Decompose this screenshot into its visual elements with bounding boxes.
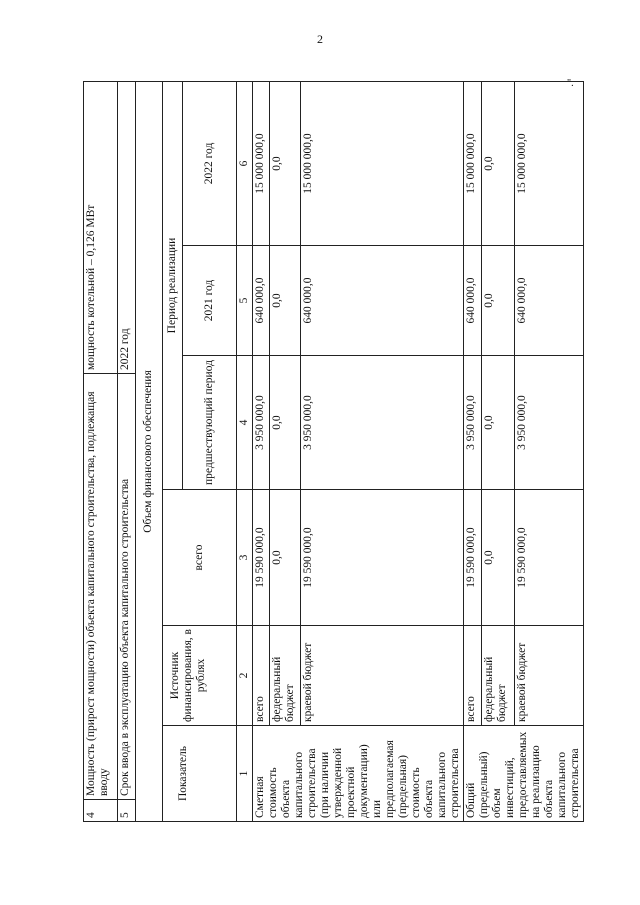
group-2-source-federal: федеральный бюджет (481, 626, 514, 726)
table-row (514, 81, 583, 821)
passport-table (83, 81, 136, 822)
commission-row-value: 2022 год (118, 82, 136, 374)
group-2-regional-prev: 3 950 000,0 (514, 356, 583, 490)
header-2022: 2022 год (182, 81, 236, 245)
funding-title-row (136, 81, 162, 821)
group-2-total-prev: 3 950 000,0 (463, 356, 481, 490)
header-2021: 2021 год (182, 246, 236, 356)
table-row (269, 81, 300, 821)
group-1-regional-2021: 640 000,0 (300, 246, 463, 356)
group-2-federal-2021: 0,0 (481, 246, 514, 356)
table-row (463, 81, 481, 821)
header-total: всего (162, 490, 236, 626)
group-2-regional-total: 19 590 000,0 (514, 490, 583, 626)
page-number: 2 (317, 32, 323, 46)
group-2-regional-2022: 15 000 000,0 (514, 81, 583, 245)
capacity-row-label: Мощность (прирост мощности) объекта капитального строительства, подлежащая вводу (84, 374, 118, 800)
group-2-federal-2022: 0,0 (481, 81, 514, 245)
column-numbers-row (236, 81, 252, 821)
funding-title: Объем финансового обеспечения (136, 81, 162, 821)
header-source: Источник финансирования, в рублях (162, 626, 236, 726)
group-2-federal-total: 0,0 (481, 490, 514, 626)
group-1-total-prev: 3 950 000,0 (252, 356, 269, 490)
group-2-regional-2021: 640 000,0 (514, 246, 583, 356)
header-period: Период реализации (162, 81, 182, 489)
group-1-indicator: Сметная стоимость объекта капитального строительства (при наличии утвержденной проектной документации) или предполагаемая (предельная) стоимость объекта капитального строительства (252, 726, 463, 822)
table-row (252, 81, 269, 821)
group-1-total-total: 19 590 000,0 (252, 490, 269, 626)
col-number-4: 4 (236, 356, 252, 490)
col-number-1: 1 (236, 726, 252, 822)
group-1-regional-total: 19 590 000,0 (300, 490, 463, 626)
rotated-table-block (83, 82, 581, 822)
group-1-source-regional: краевой бюджет (300, 626, 463, 726)
group-2-indicator: Общий (предельный) объем инвестиций, предоставляемых на реализацию объекта капитального строительства (463, 726, 583, 822)
commission-row (118, 82, 136, 822)
funding-table (136, 81, 584, 822)
group-2-federal-prev: 0,0 (481, 356, 514, 490)
group-1-source-total: всего (252, 626, 269, 726)
group-2-source-total: всего (463, 626, 481, 726)
table-row (300, 81, 463, 821)
group-1-regional-prev: 3 950 000,0 (300, 356, 463, 490)
commission-row-label: Срок ввода в эксплуатацию объекта капитального строительства (118, 374, 136, 800)
col-number-2: 2 (236, 626, 252, 726)
capacity-row-value: мощность котельной – 0,126 МВт (84, 82, 118, 374)
group-2-total-total: 19 590 000,0 (463, 490, 481, 626)
capacity-row (84, 82, 118, 822)
header-indicator: Показатель (162, 726, 236, 822)
group-1-federal-total: 0,0 (269, 490, 300, 626)
capacity-row-number: 4 (84, 800, 118, 822)
header-prev-period: предшествующий период (182, 356, 236, 490)
group-2-total-2021: 640 000,0 (463, 246, 481, 356)
col-number-5: 5 (236, 246, 252, 356)
group-1-federal-2022: 0,0 (269, 81, 300, 245)
header-row-1 (162, 81, 182, 821)
group-2-total-2022: 15 000 000,0 (463, 81, 481, 245)
group-1-federal-prev: 0,0 (269, 356, 300, 490)
group-1-regional-2022: 15 000 000,0 (300, 81, 463, 245)
group-2-source-regional: краевой бюджет (514, 626, 583, 726)
col-number-6: 6 (236, 81, 252, 245)
group-1-total-2022: 15 000 000,0 (252, 81, 269, 245)
commission-row-number: 5 (118, 800, 136, 822)
group-1-federal-2021: 0,0 (269, 246, 300, 356)
closing-quote: ". (567, 78, 574, 89)
group-1-total-2021: 640 000,0 (252, 246, 269, 356)
group-1-source-federal: федеральный бюджет (269, 626, 300, 726)
table-row (481, 81, 514, 821)
col-number-3: 3 (236, 490, 252, 626)
